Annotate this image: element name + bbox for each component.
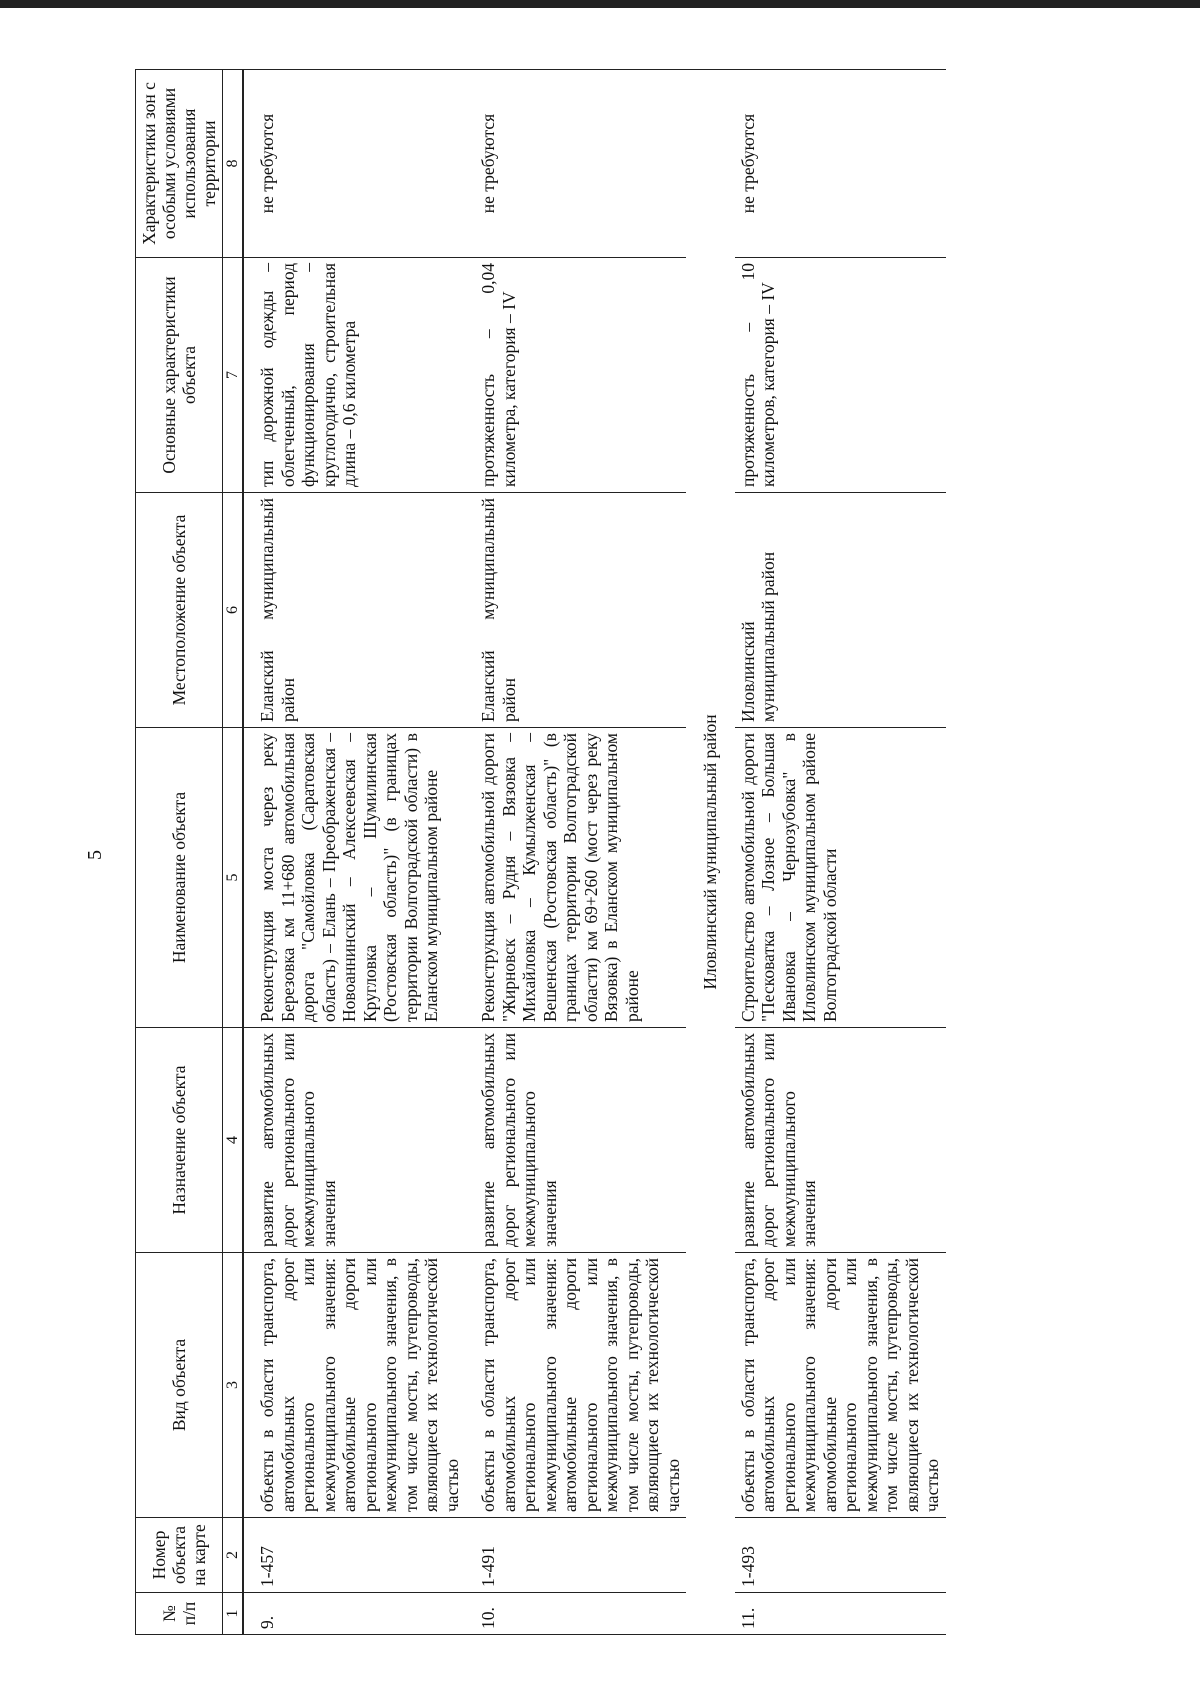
row-name: Реконструкция моста через реку Березовка км 11+680 автомобильная дорога "Самойловка (Саратовская область) – Елань – Преображенская – Новоаннинский – Алексеевская – Кругловка – Шумилинская (Ростовская область)" (в границах территории Волгоградской области) в Еланском муниципальном районе <box>254 728 465 1028</box>
row-no: 10. <box>475 1593 686 1635</box>
header-location: Местоположение объекта <box>136 493 223 728</box>
objects-table <box>135 69 946 1635</box>
row-name: Строительство автомобильной дороги "Песковатка – Лозное – Большая Ивановка – Чернозубовка" в Иловлинском муниципальном районе Волгоградской области <box>735 728 946 1028</box>
header-zones: Характеристики зон с особыми условиями использования территории <box>136 70 223 258</box>
header-map-no: Номер объекта на карте <box>136 1518 223 1593</box>
row-location: Иловлинский муниципальный район <box>735 493 946 728</box>
table-row <box>475 70 686 1635</box>
row-location: Еланский муниципальный район <box>254 493 465 728</box>
row-map-no: 1-491 <box>475 1518 686 1593</box>
row-purpose: развитие автомобильных дорог регионального или межмуниципального значения <box>254 1028 465 1253</box>
section-row <box>686 70 735 1635</box>
row-location: Еланский муниципальный район <box>475 493 686 728</box>
row-zones: не требуются <box>735 70 946 258</box>
scan-top-edge <box>0 0 1200 8</box>
header-characteristics: Основные характеристики объекта <box>136 258 223 493</box>
row-kind: объекты в области транспорта, автомобильных дорог регионального или межмуниципального значения: автомобильные дороги регионального или межмуниципального значения, в том числе мосты, путепроводы, являющиеся их технологической частью <box>254 1253 465 1518</box>
column-number: 3 <box>223 1253 244 1518</box>
spacer-row <box>465 70 475 1635</box>
column-number: 2 <box>223 1518 244 1593</box>
row-kind: объекты в области транспорта, автомобильных дорог регионального или межмуниципального значения: автомобильные дороги регионального или межмуниципального значения, в том числе мосты, путепроводы, являющиеся их технологической частью <box>475 1253 686 1518</box>
column-number: 7 <box>223 258 244 493</box>
rotated-table-page <box>135 70 1065 1635</box>
row-characteristics: протяженность – 10 километров, категория – IV <box>735 258 946 493</box>
column-number: 4 <box>223 1028 244 1253</box>
header-no: № п/п <box>136 1593 223 1635</box>
row-zones: не требуются <box>475 70 686 258</box>
row-purpose: развитие автомобильных дорог регионального или межмуниципального значения <box>475 1028 686 1253</box>
header-purpose: Назначение объекта <box>136 1028 223 1253</box>
row-name: Реконструкция автомобильной дороги "Жирновск – Рудня – Вязовка – Михайловка – Кумылженская – Вешенская (Ростовская область)" (в границах территории Волгоградской области) км 69+260 (мост через реку Вязовка) в Еланском муниципальном районе <box>475 728 686 1028</box>
row-no: 9. <box>254 1593 465 1635</box>
column-number: 5 <box>223 728 244 1028</box>
column-number-row <box>223 70 244 1635</box>
row-characteristics: тип дорожной одежды – облегченный, период функционирования – круглогодично, строительная длина – 0,6 километра <box>254 258 465 493</box>
row-purpose: развитие автомобильных дорог регионального или межмуниципального значения <box>735 1028 946 1253</box>
row-zones: не требуются <box>254 70 465 258</box>
table-row <box>254 70 465 1635</box>
row-map-no: 1-457 <box>254 1518 465 1593</box>
column-number: 6 <box>223 493 244 728</box>
header-row <box>136 70 223 1635</box>
header-name: Наименование объекта <box>136 728 223 1028</box>
page-number: 5 <box>84 850 106 860</box>
row-characteristics: протяженность – 0,04 километра, категория – IV <box>475 258 686 493</box>
section-title: Иловлинский муниципальный район <box>686 70 735 1635</box>
table-row <box>735 70 946 1635</box>
header-kind: Вид объекта <box>136 1253 223 1518</box>
column-number: 1 <box>223 1593 244 1635</box>
row-no: 11. <box>735 1593 946 1635</box>
column-number: 8 <box>223 70 244 258</box>
row-kind: объекты в области транспорта, автомобильных дорог регионального или межмуниципального значения: автомобильные дороги регионального или межмуниципального значения, в том числе мосты, путепроводы, являющиеся их технологической частью <box>735 1253 946 1518</box>
row-map-no: 1-493 <box>735 1518 946 1593</box>
spacer-row <box>243 70 254 1635</box>
